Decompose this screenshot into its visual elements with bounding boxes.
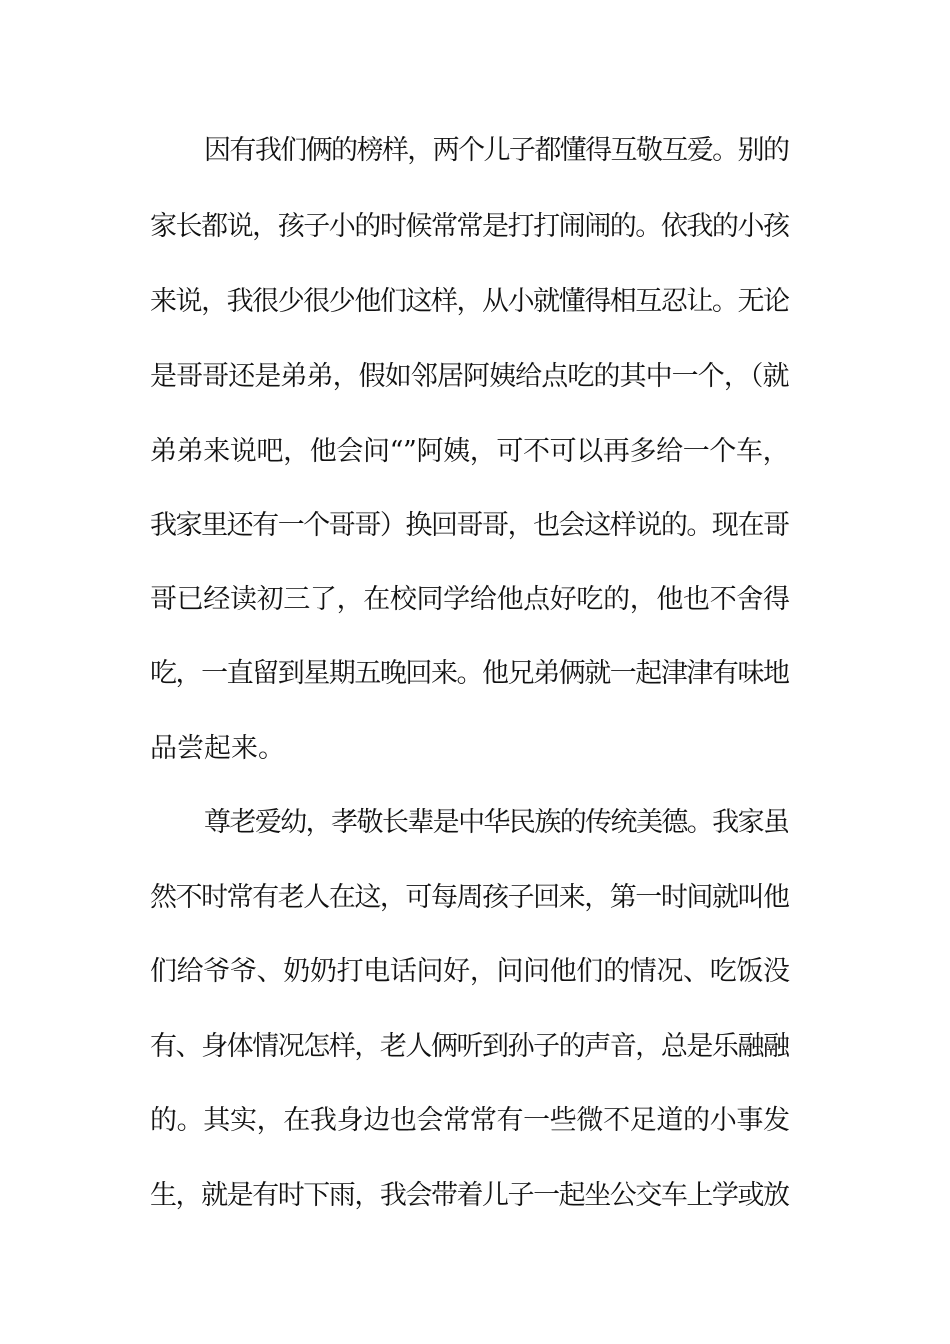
paragraph-1-line-4: 是哥哥还是弟弟，假如邻居阿姨给点吃的其中一个，（就 xyxy=(150,361,789,392)
paragraph-1-line-8: 吃，一直留到星期五晚回来。他兄弟俩就一起津津有味地 xyxy=(150,658,789,689)
paragraph-1-line-6: 我家里还有一个哥哥）换回哥哥，也会这样说的。现在哥 xyxy=(150,510,789,541)
paragraph-2-line-2: 然不时常有老人在这，可每周孩子回来，第一时间就叫他 xyxy=(150,882,789,913)
paragraph-2-line-5: 的。其实，在我身边也会常常有一些微不足道的小事发 xyxy=(150,1105,790,1136)
paragraph-2-line-3: 们给爷爷、奶奶打电话问好，问问他们的情况、吃饭没 xyxy=(150,956,790,987)
paragraph-2-line-1: 尊老爱幼，孝敬长辈是中华民族的传统美德。我家虽 xyxy=(204,807,789,838)
paragraph-1-line-7: 哥已经读初三了，在校同学给他点好吃的，他也不舍得 xyxy=(150,584,790,615)
paragraph-1-line-1: 因有我们俩的榜样，两个儿子都懂得互敬互爱。别的 xyxy=(204,135,789,166)
paragraph-2-line-4: 有、身体情况怎样，老人俩听到孙子的声音，总是乐融融 xyxy=(150,1031,789,1062)
paragraph-1-line-5: 弟弟来说吧，他会问“”阿姨，可不可以再多给一个车， xyxy=(150,436,790,467)
paragraph-1-line-9: 品尝起来。 xyxy=(150,733,285,764)
paragraph-1-line-3: 来说，我很少很少他们这样，从小就懂得相互忍让。无论 xyxy=(150,286,789,317)
paragraph-2-line-6: 生，就是有时下雨，我会带着儿子一起坐公交车上学或放 xyxy=(150,1180,789,1211)
paragraph-1-line-2: 家长都说，孩子小的时候常常是打打闹闹的。依我的小孩 xyxy=(150,211,789,242)
